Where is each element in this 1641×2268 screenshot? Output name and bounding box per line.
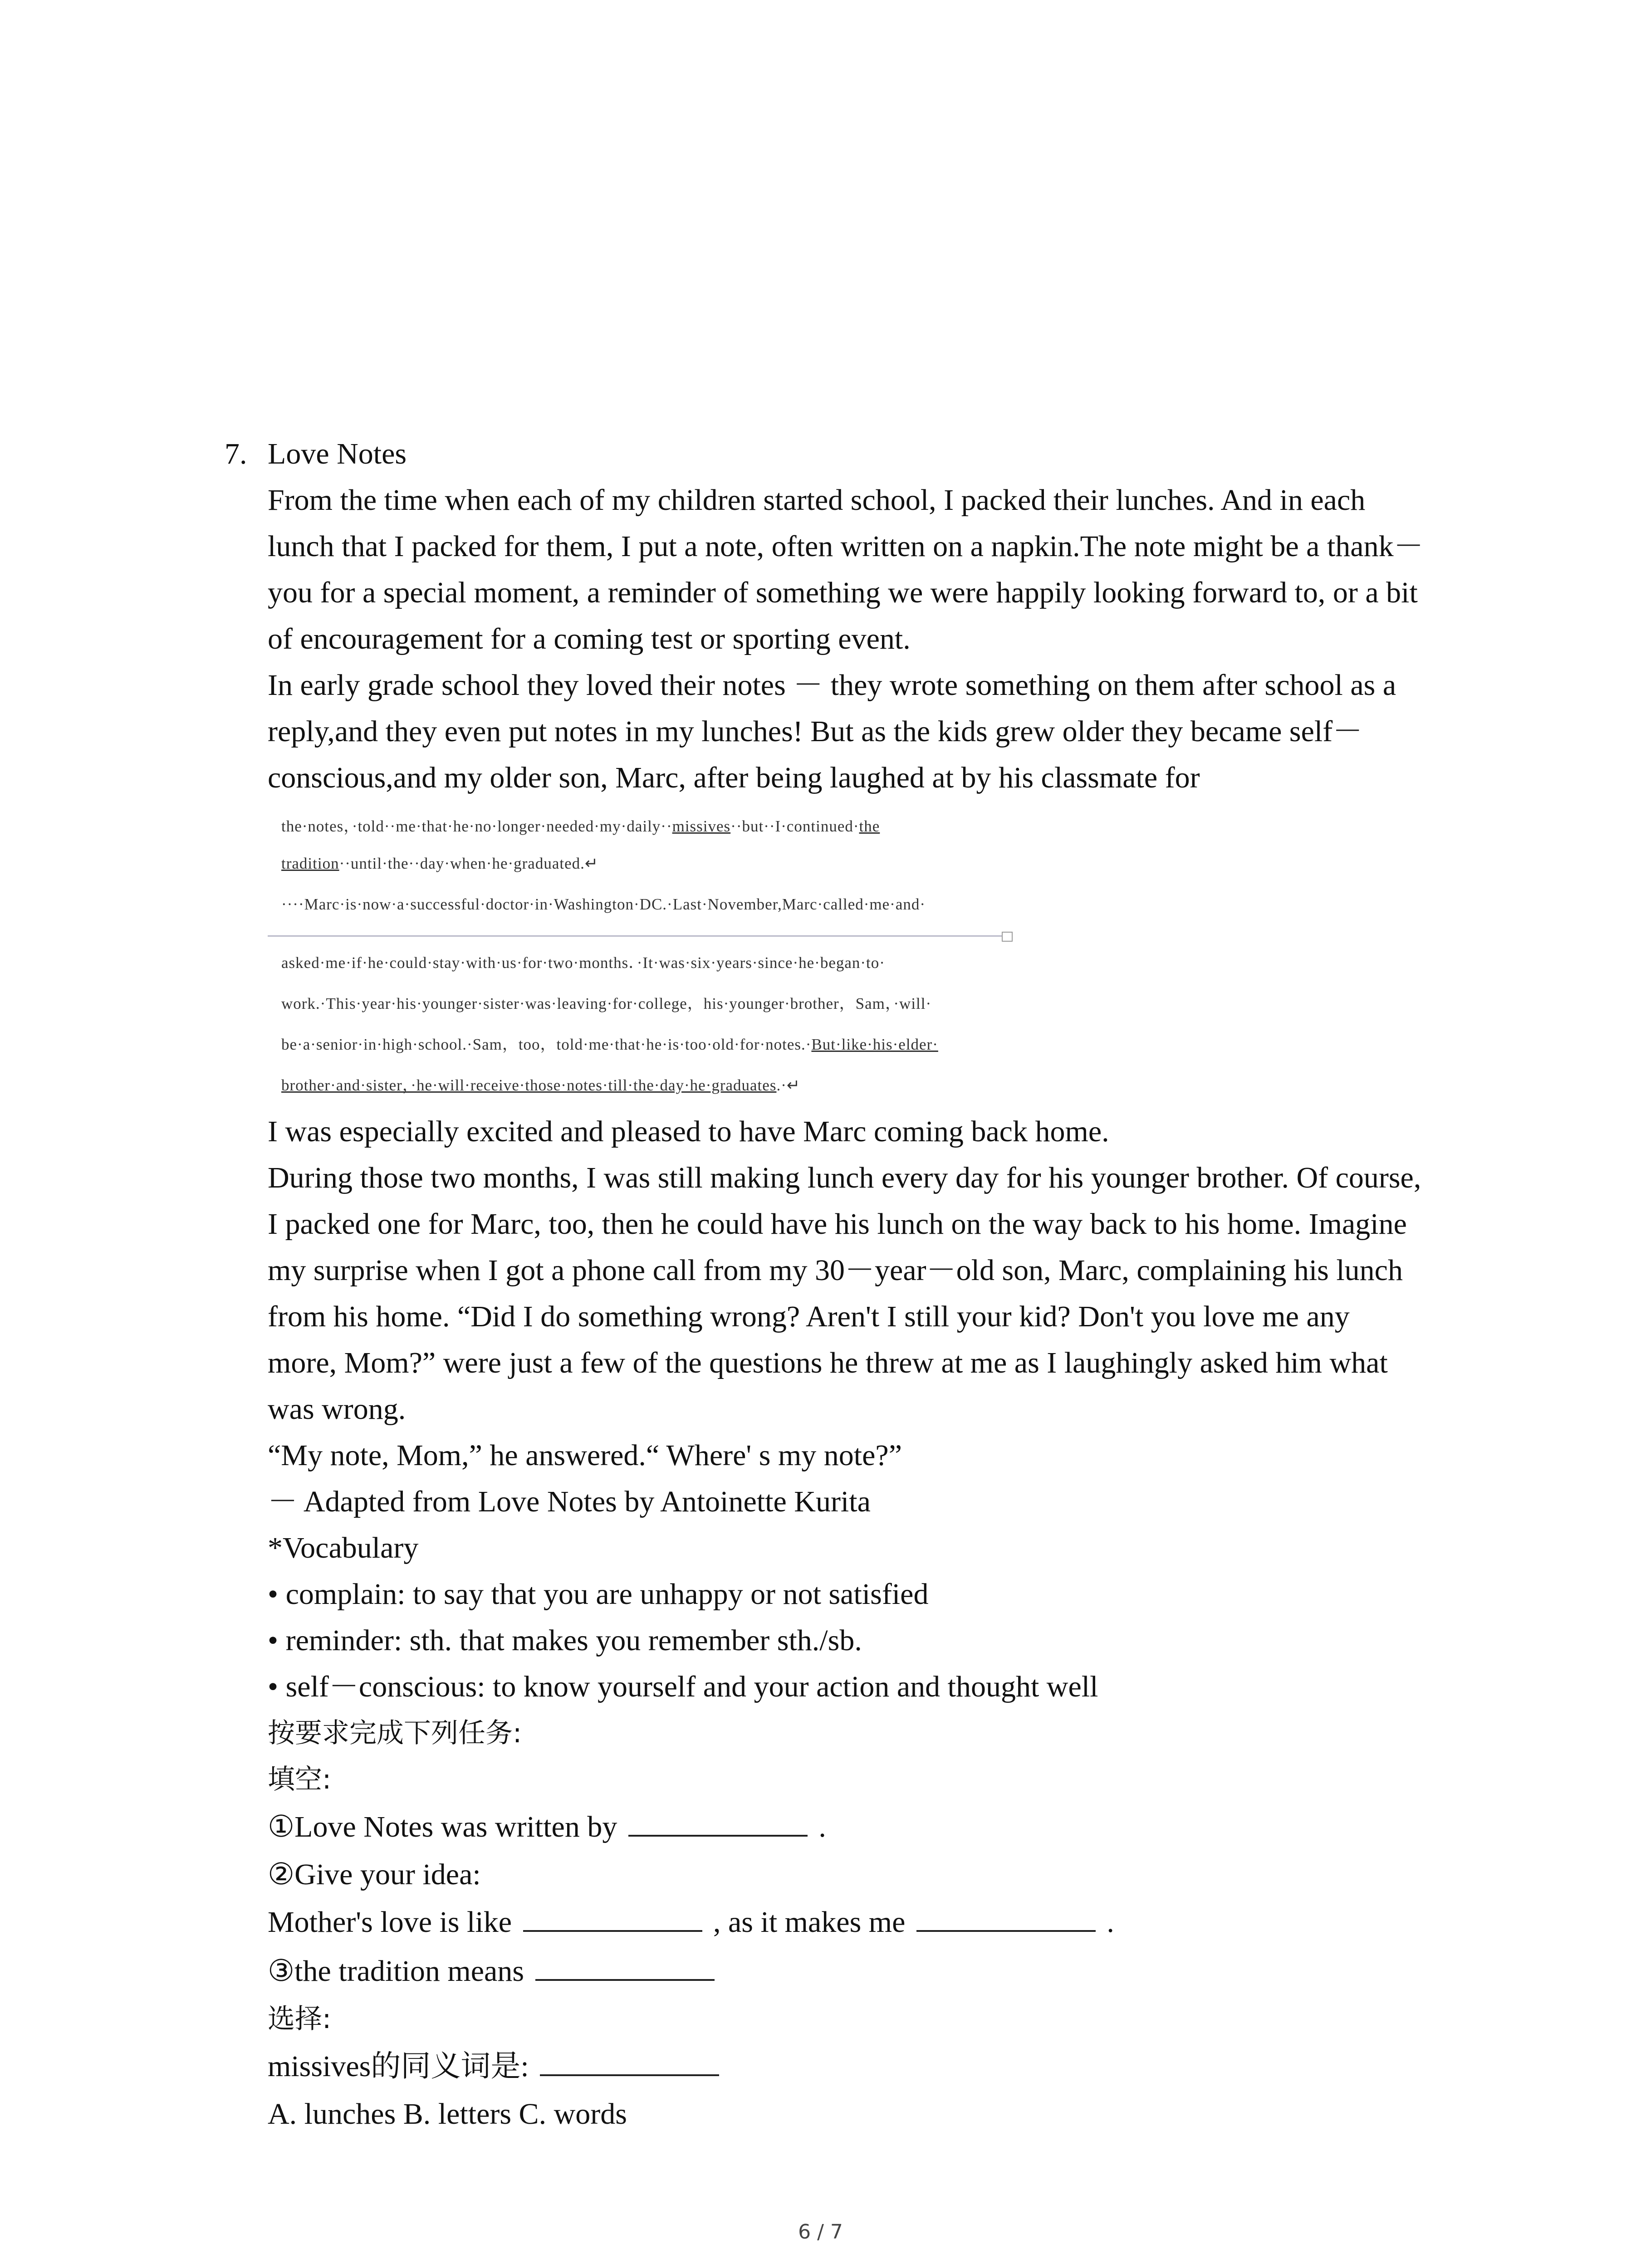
snippet-text: the·notes，·told··me·that·he·no·longer·needed·my·daily·· <box>281 817 672 835</box>
text-line: you for a special moment, a reminder of something we were happily looking forward to, or a bit <box>268 576 1418 609</box>
snippet-page-break <box>268 935 1007 937</box>
choice-options: A. lunches B. letters C. words <box>268 2097 627 2131</box>
text-line: more, Mom?” were just a few of the questions he threw at me as I laughingly asked him what <box>268 1346 1388 1379</box>
vocabulary-title: *Vocabulary <box>268 1531 419 1564</box>
scanned-text-snippet <box>268 804 1007 1103</box>
paragraph-3 <box>268 1109 1477 1525</box>
snippet-line <box>281 855 598 873</box>
question-number: 7. <box>225 437 247 470</box>
snippet-text: be·a·senior·in·high·school.·Sam，too，told·me·that·he·is·too·old·for·notes.· <box>281 1036 812 1053</box>
text-line: From the time when each of my children started school, I packed their lunches. And in each <box>268 484 1366 517</box>
text-line: I packed one for Marc, too, then he could have his lunch on the way back to his home. Imagine <box>268 1207 1407 1241</box>
fill-in-title: 填空: <box>268 1764 332 1795</box>
task-item-2-answer-line <box>268 1898 1477 1947</box>
snippet-text: ··until·the··day·when·he·graduated.↵ <box>339 855 599 872</box>
task-text: . <box>1107 1906 1114 1939</box>
text-line: from his home. “Did I do something wrong? Aren't I still your kid? Don't you love me any <box>268 1300 1350 1333</box>
task-text: ①Love Notes was written by <box>268 1810 617 1843</box>
snippet-underlined-text: But·like·his·elder· <box>811 1036 938 1053</box>
text-line: “My note, Mom,” he answered.“ Where' s my note?” <box>268 1439 902 1472</box>
task-item-2: ②Give your idea: <box>268 1858 481 1891</box>
choice-question <box>268 2042 1477 2091</box>
text-line: lunch that I packed for them, I put a note, often written on a napkin.The note might be a thank－ <box>268 530 1424 563</box>
task-instructions: 按要求完成下列任务: <box>268 1717 522 1749</box>
text-line: During those two months, I was still making lunch every day for his younger brother. Of course, <box>268 1161 1421 1194</box>
task-text: ③the tradition means <box>268 1955 524 1988</box>
answer-blank[interactable] <box>523 1903 702 1932</box>
passage-title: Love Notes <box>268 437 407 470</box>
text-line: reply,and they even put notes in my lunches! But as the kids grew older they became self－ <box>268 715 1363 748</box>
task-text: Mother's love is like <box>268 1906 512 1939</box>
answer-blank[interactable] <box>916 1903 1096 1932</box>
page-number: 6 / 7 <box>798 2220 843 2244</box>
vocabulary-section <box>268 1525 1477 1710</box>
snippet-line <box>281 1073 800 1095</box>
snippet-line: asked·me·if·he·could·stay·with·us·for·two·months．·It·was·six·years·since·he·began·to· <box>281 954 885 972</box>
vocabulary-item: • reminder: sth. that makes you remember sth./sb. <box>268 1624 862 1657</box>
text-line: In early grade school they loved their notes － they wrote something on them after school as a <box>268 669 1396 702</box>
snippet-underlined-text: tradition <box>281 855 339 872</box>
text-line: I was especially excited and pleased to have Marc coming back home. <box>268 1115 1109 1148</box>
question-body <box>268 431 1477 2137</box>
snippet-line: ····Marc·is·now·a·successful·doctor·in·Washington·DC.·Last·November,Marc·called·me·and· <box>281 895 926 913</box>
choice-title: 选择: <box>268 2003 332 2035</box>
snippet-line: work.·This·year·his·younger·sister·was·leaving·for·college，his·younger·brother，Sam，·will· <box>281 995 932 1012</box>
snippet-underlined-text: brother·and·sister，·he·will·receive·those·notes·till·the·day·he·graduates <box>281 1076 777 1094</box>
text-line: of encouragement for a coming test or sporting event. <box>268 622 911 655</box>
snippet-line <box>281 1032 938 1055</box>
task-text: missives的同义词是: <box>268 2050 529 2083</box>
vocabulary-item: • self－conscious: to know yourself and your action and thought well <box>268 1670 1098 1703</box>
snippet-line <box>281 814 880 836</box>
answer-blank[interactable] <box>628 1808 808 1837</box>
task-text: . <box>818 1810 826 1843</box>
paragraph-1 <box>268 477 1477 662</box>
text-line: conscious,and my older son, Marc, after being laughed at by his classmate for <box>268 761 1200 794</box>
snippet-text: .·↵ <box>776 1076 801 1094</box>
task-item-3 <box>268 1947 1477 1996</box>
task-text: , as it makes me <box>713 1906 906 1939</box>
snippet-underlined-text: the <box>859 817 880 835</box>
vocabulary-item: • complain: to say that you are unhappy or not satisfied <box>268 1578 929 1611</box>
paragraph-2 <box>268 662 1477 801</box>
answer-blank[interactable] <box>535 1952 715 1981</box>
text-line: my surprise when I got a phone call from my 30－year－old son, Marc, complaining his lunch <box>268 1254 1403 1287</box>
snippet-underlined-text: missives <box>672 817 731 835</box>
answer-blank[interactable] <box>540 2047 719 2076</box>
snippet-text: ··but··I·continued· <box>730 817 859 835</box>
task-item-1 <box>268 1803 1477 1852</box>
table-handle-icon <box>1002 932 1013 942</box>
text-line: was wrong. <box>268 1393 406 1426</box>
text-line: － Adapted from Love Notes by Antoinette Kurita <box>268 1485 871 1518</box>
